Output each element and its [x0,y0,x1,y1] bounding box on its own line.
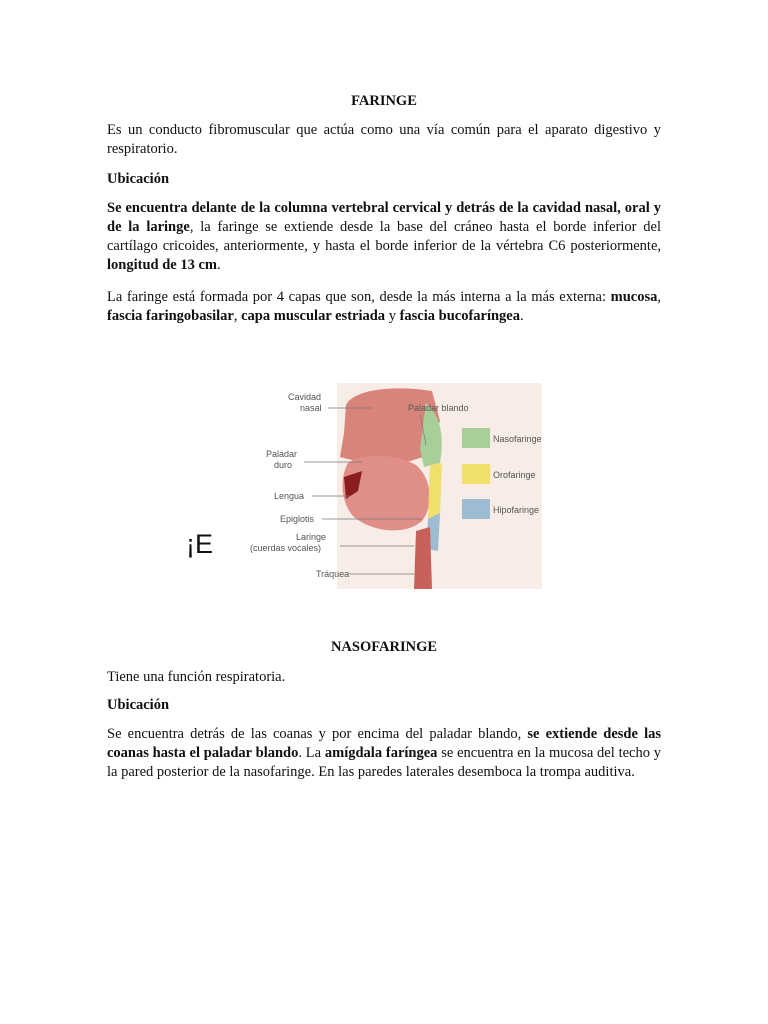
naso-text-1: Se encuentra detrás de las coanas y por encima del paladar blando, [107,726,528,742]
legend-label-orofaringe: Orofaringe [493,470,536,480]
location-text-2: . [216,257,221,273]
naso-text-2: . La [298,745,325,761]
layer-mucosa: mucosa [610,289,658,305]
stray-text-fragment: ¡E [186,529,213,559]
legend-swatch-hipofaringe [462,499,490,519]
location-bold-1: Se encuentra delante de la columna vertebral cervical y detrás de la cavidad nasal, oral y de la laringe [107,200,661,235]
legend-swatch-nasofaringe [462,428,490,448]
faringe-ubicacion-heading: Ubicación [107,171,170,187]
legend-label-hipofaringe: Hipofaringe [493,505,540,515]
oropharynx-region [428,463,442,519]
layer-fascia-faringobasilar: fascia faringobasilar [107,308,234,324]
pharynx-anatomy-illustration [244,381,544,591]
layers-text-2: , [657,289,661,305]
label-cavidad-1: Cavidad [288,392,322,402]
label-epiglotis: Epiglotis [280,514,315,524]
legend-swatch-orofaringe [462,464,490,484]
section-title-nasofaringe: NASOFARINGE [330,639,438,655]
layers-text-3: , [233,308,242,324]
faringe-definition: Es un conducto fibromuscular que actúa como una vía común para el aparato digestivo y respiratorio. [107,122,661,157]
nasofaringe-function: Tiene una función respiratoria. [107,669,286,685]
label-paladar-blando: Paladar blando [408,403,469,413]
label-paladar-duro-2: duro [274,460,293,470]
trachea-shape [414,527,432,589]
label-laringe-1: Laringe [296,532,327,542]
layer-fascia-bucofaringea: fascia bucofaríngea [399,308,520,324]
location-bold-2: longitud de 13 cm [107,257,217,273]
legend-label-nasofaringe: Nasofaringe [493,434,542,444]
faringe-layers-paragraph [107,288,661,326]
label-lengua: Lengua [274,491,305,501]
section-title-faringe: FARINGE [351,93,417,109]
label-cavidad-2: nasal [300,403,322,413]
label-laringe-2: (cuerdas vocales) [250,543,322,553]
label-paladar-duro-1: Paladar [266,449,298,459]
naso-bold-1: se extiende desde las coanas hasta el paladar blando [107,726,661,761]
naso-bold-amigdala: amígdala faríngea [324,745,438,761]
faringe-location-paragraph [107,199,661,275]
nasofaringe-location-paragraph [107,725,661,782]
naso-text-3: se encuentra en la mucosa del techo y la pared posterior de la nasofaringe. En las paredes laterales desemboca la trompa auditiva. [107,745,662,780]
layer-capa-muscular: capa muscular estriada [241,308,386,324]
location-text-1: , la faringe se extiende desde la base del cráneo hasta el borde inferior del cartílago cricoides, anteriormente, y hasta el borde inferior de la vértebra C6 posteriormente, [107,219,661,254]
pharynx-anatomy-figure [244,381,544,591]
layers-text-1: La faringe está formada por 4 capas que son, desde la más interna a la más externa: [107,289,611,305]
label-traquea: Tráquea [316,569,350,579]
layers-text-4: y [385,308,400,324]
layers-text-5: . [519,308,524,324]
nasofaringe-ubicacion-heading: Ubicación [107,697,170,713]
